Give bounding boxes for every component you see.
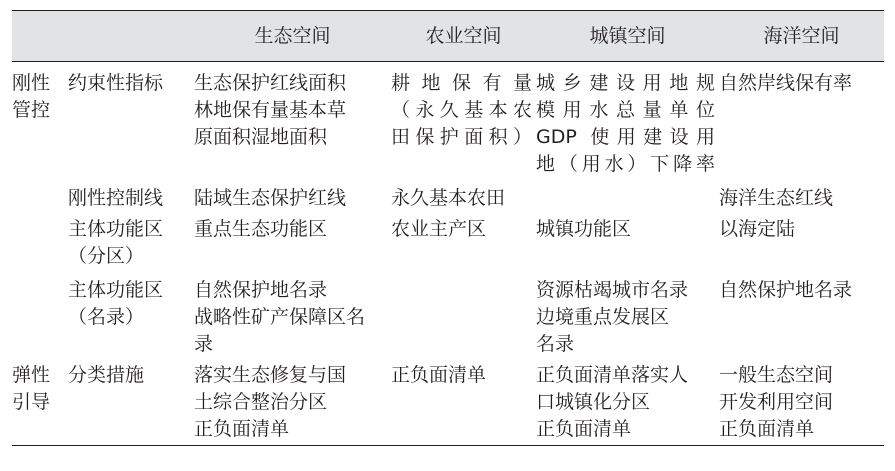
- table-row: [12, 178, 884, 212]
- table-cell: [536, 178, 719, 212]
- cell-ecological: 自然保护地名录 战略性矿产保障区名 录: [194, 279, 366, 355]
- row-group-cell: [12, 358, 68, 446]
- table-row: [12, 62, 884, 179]
- table-cell: [391, 270, 536, 358]
- cell-ecological: 陆域生态保护红线: [194, 187, 347, 209]
- header-agricultural-space: 农业空间: [391, 11, 536, 62]
- header-urban-space: 城镇空间: [536, 11, 719, 62]
- cell-marine: 以海定陆: [719, 218, 796, 240]
- cell-agricultural: 耕地保有量 （永久基本农 田保护面积）: [391, 72, 532, 148]
- table-cell: [391, 212, 536, 270]
- table-cell: [194, 62, 391, 179]
- row-category-cell: [68, 178, 194, 212]
- table-row: [12, 358, 884, 446]
- table-cell: [536, 212, 719, 270]
- row-category-cell: [68, 212, 194, 270]
- header-category-blank: [68, 11, 194, 62]
- table-cell: [194, 178, 391, 212]
- cell-marine: 海洋生态红线: [719, 187, 834, 209]
- category-label: 主体功能区 （名录）: [68, 279, 164, 328]
- cell-ecological: 重点生态功能区: [194, 218, 328, 240]
- row-category-cell: [68, 62, 194, 179]
- cell-marine: 自然岸线保有率: [719, 72, 853, 94]
- header-marine-space: 海洋空间: [719, 11, 884, 62]
- row-category-cell: [68, 270, 194, 358]
- table-cell: [194, 270, 391, 358]
- spatial-control-table: [12, 10, 884, 446]
- cell-urban: 资源枯竭城市名录 边境重点发展区 名录: [536, 279, 689, 355]
- table-row: [12, 270, 884, 358]
- table-row: [12, 212, 884, 270]
- category-label: 刚性控制线: [68, 187, 164, 209]
- group-label-flexible: 弹性 引导: [12, 364, 51, 413]
- category-label: 约束性指标: [68, 72, 164, 94]
- table-cell: [536, 358, 719, 446]
- cell-ecological: 落实生态修复与国 土综合整治分区 正负面清单: [194, 364, 347, 440]
- cell-agricultural: 农业主产区: [391, 218, 487, 240]
- table-cell: [194, 358, 391, 446]
- cell-marine: 一般生态空间 开发利用空间 正负面清单: [719, 364, 834, 440]
- row-group-cell: [12, 212, 68, 270]
- category-label: 主体功能区 （分区）: [68, 218, 164, 267]
- table-cell: [391, 178, 536, 212]
- cell-agricultural: 永久基本农田: [391, 187, 506, 209]
- table-cell: [536, 62, 719, 179]
- row-group-cell: [12, 62, 68, 179]
- row-group-cell: [12, 270, 68, 358]
- cell-ecological: 生态保护红线面积 林地保有量基本草 原面积湿地面积: [194, 72, 347, 148]
- table-cell: [719, 270, 884, 358]
- cell-agricultural: 正负面清单: [391, 364, 487, 386]
- row-category-cell: [68, 358, 194, 446]
- cell-urban: 城乡建设用地规 模用水总量单位 GDP 使用建设用 地（用水）下降率: [536, 72, 715, 175]
- table-header-row: [12, 11, 884, 62]
- header-group-blank: [12, 11, 68, 62]
- table-cell: [536, 270, 719, 358]
- table-cell: [391, 62, 536, 179]
- table-cell: [719, 178, 884, 212]
- cell-urban: 正负面清单落实人 口城镇化分区 正负面清单: [536, 364, 689, 440]
- table-cell: [391, 358, 536, 446]
- table-cell: [194, 212, 391, 270]
- table-cell: [719, 62, 884, 179]
- category-label: 分类措施: [68, 364, 145, 386]
- group-label-rigid: 刚性 管控: [12, 72, 51, 121]
- cell-urban: 城镇功能区: [536, 218, 632, 240]
- row-group-cell: [12, 178, 68, 212]
- table-cell: [719, 358, 884, 446]
- cell-marine: 自然保护地名录: [719, 279, 853, 301]
- table-cell: [719, 212, 884, 270]
- header-ecological-space: 生态空间: [194, 11, 391, 62]
